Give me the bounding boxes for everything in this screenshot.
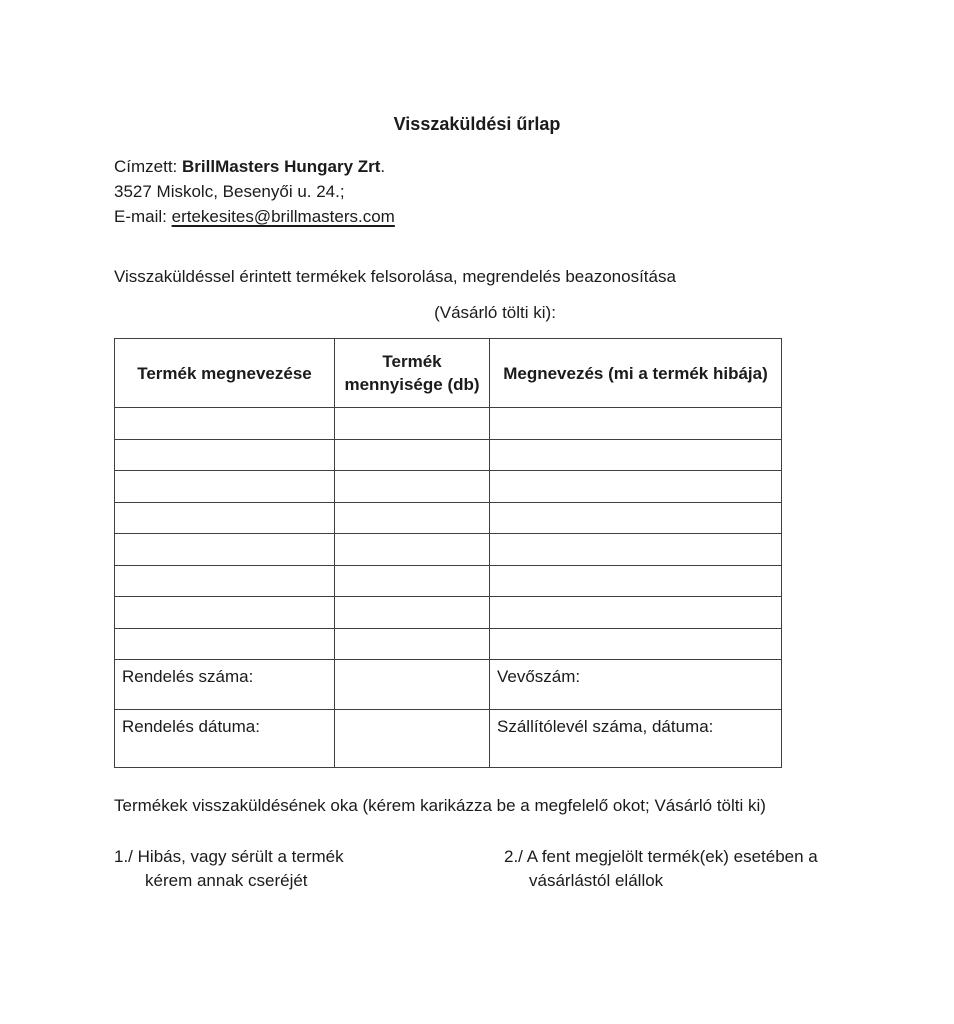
empty-cell [115, 439, 335, 471]
products-table [114, 338, 782, 768]
reason-option-2-line2: vásárlástól elállok [529, 871, 664, 890]
empty-cell [335, 471, 490, 503]
recipient-address: 3527 Miskolc, Besenyői u. 24.; [114, 182, 345, 201]
recipient-label: Címzett: [114, 157, 178, 176]
email-link[interactable]: ertekesites@brillmasters.com [171, 207, 395, 226]
customer-number-label-cell: Vevőszám: [490, 660, 782, 710]
table-row-empty [115, 565, 782, 597]
table-row-empty [115, 502, 782, 534]
reason-option-2-text: A fent megjelölt termék(ek) esetében a [526, 847, 818, 866]
intro-line: Visszaküldéssel érintett termékek felsorolása, megrendelés beazonosítása [114, 267, 676, 286]
empty-cell [115, 628, 335, 660]
empty-cell [490, 471, 782, 503]
empty-cell [490, 439, 782, 471]
recipient-block [114, 154, 781, 229]
col-header-quantity: Termék mennyisége (db) [335, 339, 490, 408]
recipient-name-suffix: . [380, 157, 386, 176]
recipient-line [114, 154, 781, 179]
empty-cell [335, 439, 490, 471]
form-content [114, 154, 818, 893]
table-row-empty [115, 471, 782, 503]
table-row-empty [115, 628, 782, 660]
form-title: Visszaküldési űrlap [393, 114, 561, 134]
reason-option-2 [504, 845, 818, 893]
return-reason-options [114, 845, 818, 893]
table-row-empty [115, 597, 782, 629]
reason-option-2-number: 2./ [504, 847, 523, 866]
delivery-note-label-cell: Szállítólevél száma, dátuma: [490, 710, 782, 768]
recipient-email-line [114, 204, 781, 229]
table-row-order-date [115, 710, 782, 768]
return-reason-heading: Termékek visszaküldésének oka (kérem karikázza be a megfelelő okot; Vásárló tölti ki) [114, 796, 766, 815]
empty-cell [335, 628, 490, 660]
empty-cell [335, 565, 490, 597]
empty-cell [490, 565, 782, 597]
empty-cell [335, 502, 490, 534]
order-date-spacer-cell [335, 710, 490, 768]
empty-cell [490, 502, 782, 534]
empty-cell [115, 471, 335, 503]
empty-cell [335, 597, 490, 629]
empty-cell [490, 628, 782, 660]
table-row-empty [115, 408, 782, 440]
empty-cell [490, 534, 782, 566]
empty-cell [115, 502, 335, 534]
empty-cell [335, 534, 490, 566]
empty-cell [115, 565, 335, 597]
order-meta-body [115, 660, 782, 768]
table-header-row [115, 339, 782, 408]
table-row-order-number [115, 660, 782, 710]
table-row-empty [115, 534, 782, 566]
order-number-spacer-cell [335, 660, 490, 710]
reason-option-1-line2: kérem annak cseréjét [145, 871, 308, 890]
reason-option-2-line1 [504, 845, 818, 869]
reason-option-1-line1 [114, 845, 504, 869]
empty-cell [335, 408, 490, 440]
fill-note: (Vásárló tölti ki): [434, 303, 556, 322]
reason-option-1-text: Hibás, vagy sérült a termék [137, 847, 344, 866]
empty-cell [115, 597, 335, 629]
empty-cell [115, 534, 335, 566]
table-row-empty [115, 439, 782, 471]
col-header-product-name: Termék megnevezése [115, 339, 335, 408]
email-label: E-mail: [114, 207, 167, 226]
recipient-company-name: BrillMasters Hungary Zrt [182, 157, 381, 176]
products-table-header [115, 339, 782, 408]
order-number-label-cell: Rendelés száma: [115, 660, 335, 710]
empty-cell [115, 408, 335, 440]
reason-option-1 [114, 845, 504, 893]
empty-rows-body [115, 408, 782, 660]
empty-cell [490, 408, 782, 440]
empty-cell [490, 597, 782, 629]
reason-option-1-number: 1./ [114, 847, 133, 866]
order-date-label-cell: Rendelés dátuma: [115, 710, 335, 768]
col-header-defect-description: Megnevezés (mi a termék hibája) [490, 339, 782, 408]
